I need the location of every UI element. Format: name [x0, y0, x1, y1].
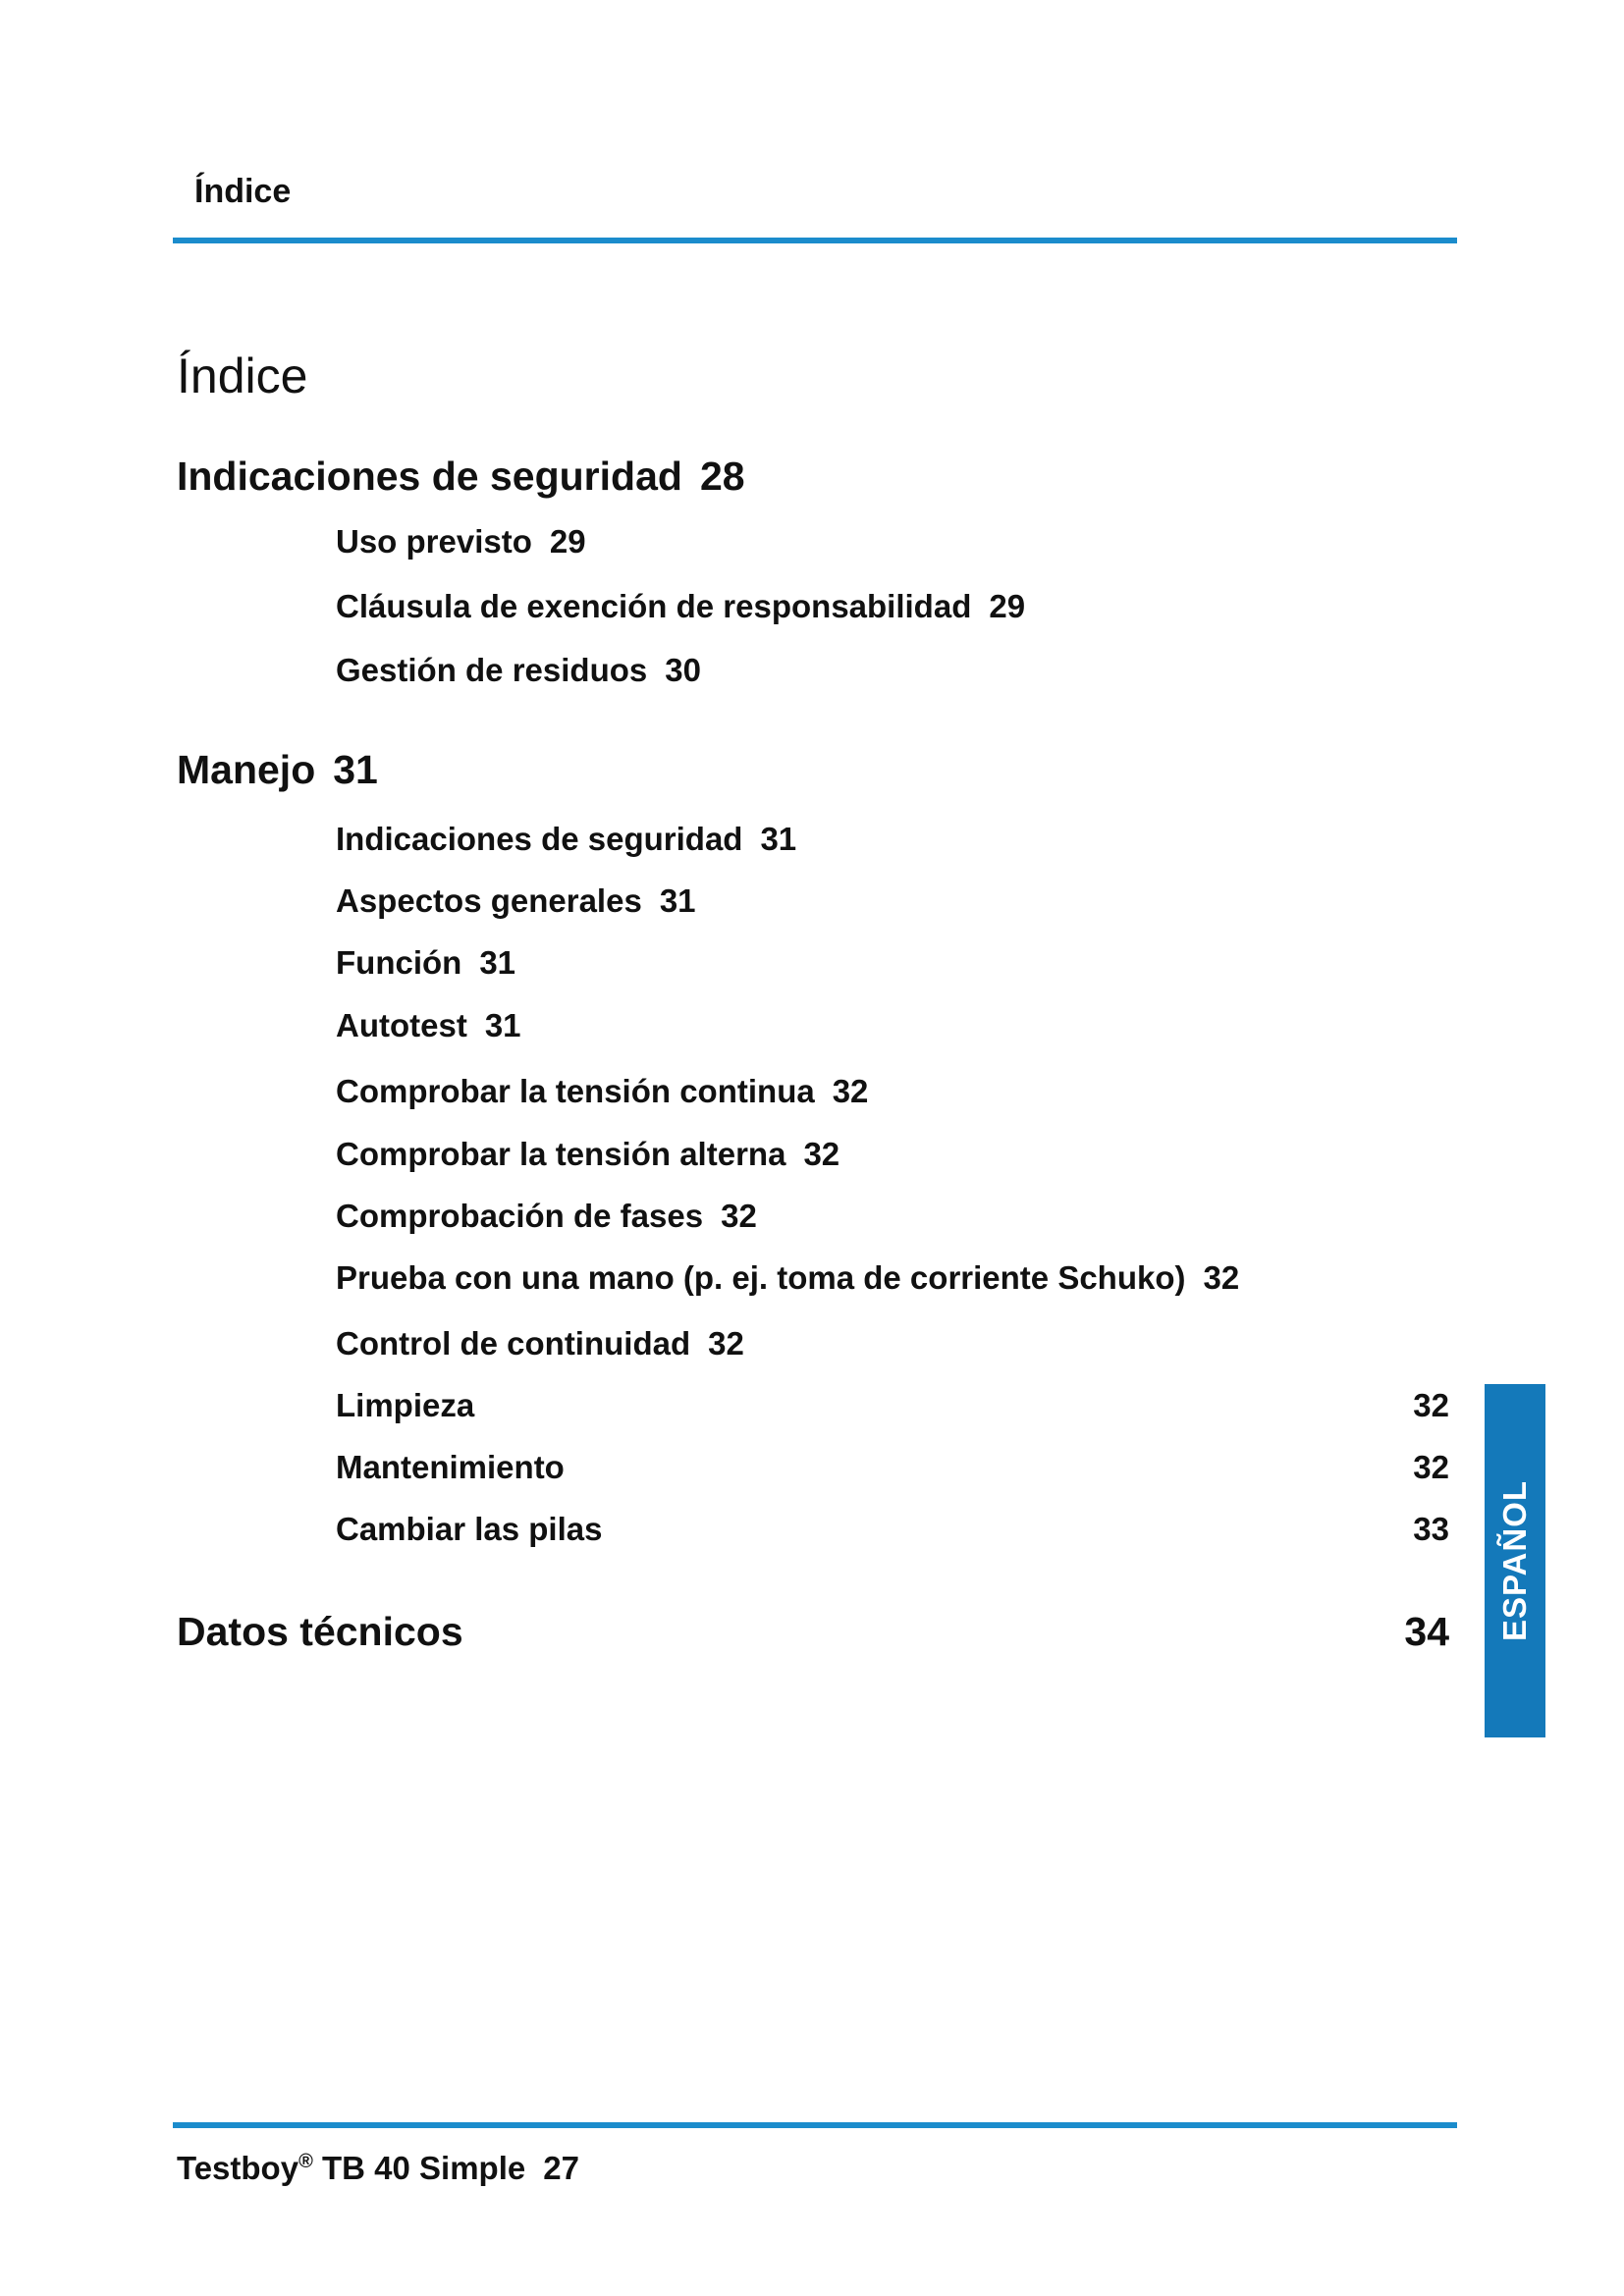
toc-section-safety[interactable]	[177, 454, 745, 500]
toc-item[interactable]	[336, 882, 696, 920]
toc-item-page: 32	[1413, 1387, 1449, 1423]
toc-item-title: Gestión de residuos	[336, 652, 648, 688]
toc-item-title: Indicaciones de seguridad	[336, 821, 743, 857]
toc-item[interactable]	[336, 821, 796, 858]
footer-rule	[173, 2122, 1457, 2128]
toc-item[interactable]	[336, 1073, 868, 1110]
page-title: Índice	[177, 348, 308, 403]
toc-item[interactable]	[336, 523, 586, 561]
registered-mark: ®	[298, 2151, 313, 2172]
toc-item-page: 32	[803, 1136, 840, 1172]
toc-section-title: Manejo	[177, 747, 316, 792]
toc-item-title: Comprobación de fases	[336, 1198, 704, 1234]
toc-item-page: 30	[665, 652, 701, 688]
toc-item-title[interactable]: Mantenimiento	[336, 1449, 565, 1485]
toc-item-title: Autotest	[336, 1007, 467, 1043]
footer-page-number: 27	[543, 2150, 579, 2186]
toc-item-page: 29	[989, 588, 1026, 624]
toc-item-title: Cláusula de exención de responsabilidad	[336, 588, 972, 624]
toc-item-page: 31	[659, 882, 696, 919]
toc-section-title: Indicaciones de seguridad	[177, 454, 682, 499]
toc-item-page: 31	[484, 1007, 521, 1043]
running-header: Índice	[194, 173, 292, 210]
toc-item-page: 31	[760, 821, 797, 857]
toc-section-operation[interactable]	[177, 747, 378, 793]
footer	[177, 2150, 579, 2187]
toc-item-page: 32	[1413, 1449, 1449, 1485]
toc-item-page: 33	[1413, 1511, 1449, 1547]
footer-model: TB 40 Simple	[322, 2150, 526, 2186]
toc-item-page: 29	[549, 523, 586, 560]
toc-item-page: 32	[721, 1198, 757, 1234]
toc-item-title: Aspectos generales	[336, 882, 642, 919]
toc-item[interactable]	[336, 652, 701, 689]
toc-item[interactable]	[336, 1136, 839, 1173]
toc-item-page: 31	[479, 944, 516, 981]
toc-section-technical-data[interactable]: Datos técnicos	[177, 1609, 463, 1654]
toc-item-title: Función	[336, 944, 462, 981]
toc-section-page: 31	[333, 747, 378, 792]
toc-item[interactable]	[336, 1007, 521, 1044]
language-tab	[1485, 1384, 1545, 1737]
footer-brand: Testboy	[177, 2150, 299, 2186]
toc-item-title[interactable]: Cambiar las pilas	[336, 1511, 603, 1547]
toc-section-page: 28	[699, 454, 745, 499]
toc-item-page: 32	[708, 1325, 744, 1362]
toc-item[interactable]	[336, 1325, 744, 1362]
toc-item-title: Prueba con una mano (p. ej. toma de corriente Schuko)	[336, 1259, 1186, 1296]
header-rule	[173, 238, 1457, 243]
toc-item[interactable]	[336, 588, 1025, 625]
toc-item-title[interactable]: Limpieza	[336, 1387, 475, 1423]
toc-item[interactable]	[336, 944, 515, 982]
toc-section-page: 34	[1404, 1609, 1449, 1654]
toc-item-page: 32	[832, 1073, 869, 1109]
language-tab-label: ESPAÑOL	[1496, 1479, 1533, 1642]
toc-item-title: Comprobar la tensión alterna	[336, 1136, 786, 1172]
toc-item-title: Uso previsto	[336, 523, 532, 560]
toc-item-title: Comprobar la tensión continua	[336, 1073, 815, 1109]
toc-item[interactable]	[336, 1259, 1239, 1297]
toc-item[interactable]	[336, 1198, 757, 1235]
toc-item-page: 32	[1203, 1259, 1240, 1296]
toc-item-title: Control de continuidad	[336, 1325, 691, 1362]
